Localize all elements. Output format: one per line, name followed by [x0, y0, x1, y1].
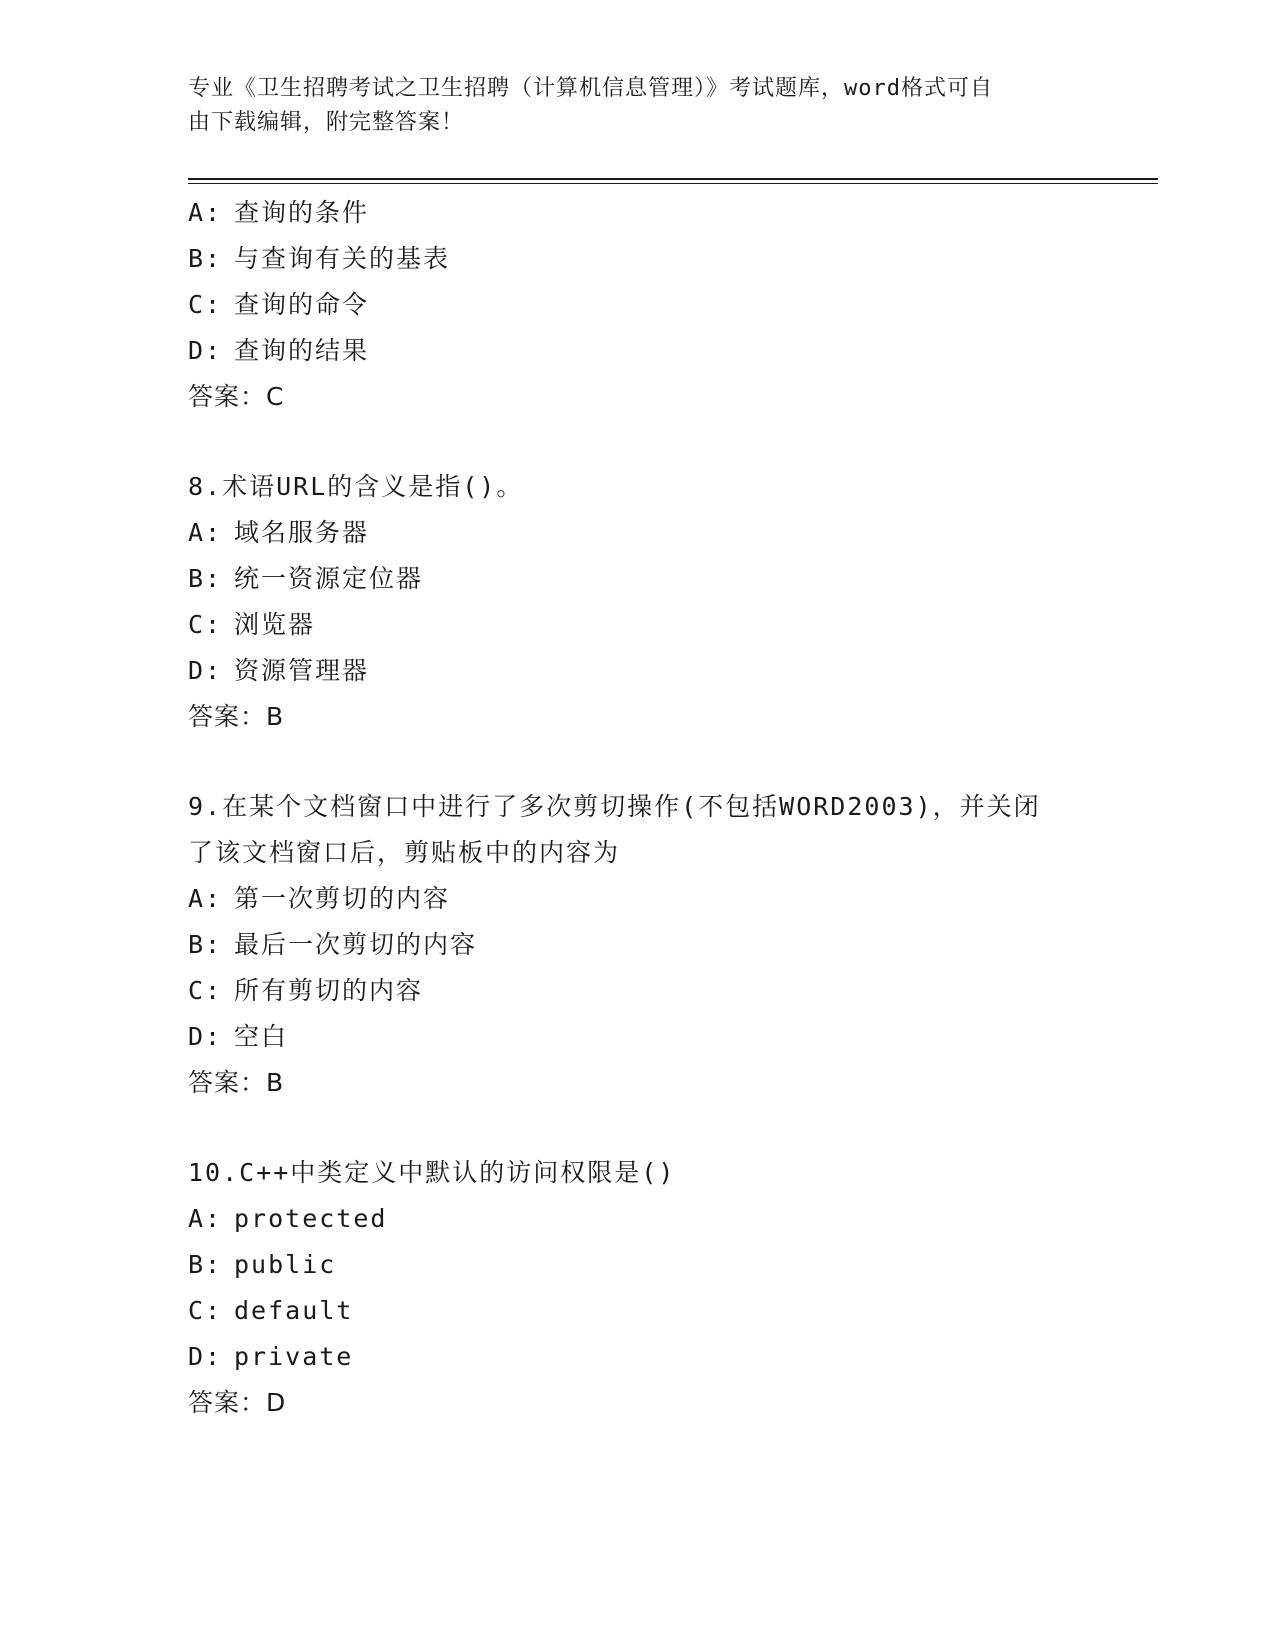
- option-d: D: private: [188, 1342, 354, 1371]
- answer-7: 答案：C: [188, 382, 285, 411]
- option-d: D: 空白: [188, 1022, 289, 1051]
- option-c: C: 所有剪切的内容: [188, 976, 424, 1005]
- question-10: [188, 1150, 1088, 1426]
- header-divider-thick: [188, 178, 1158, 180]
- option-b: B: 与查询有关的基表: [188, 244, 451, 273]
- header-divider-thin: [188, 183, 1158, 184]
- question-9-text-line-2: 了该文档窗口后，剪贴板中的内容为: [188, 838, 621, 867]
- option-c: C: 查询的命令: [188, 290, 370, 319]
- question-8: [188, 464, 1088, 740]
- question-8-text: 8.术语URL的含义是指()。: [188, 472, 524, 501]
- question-7: [188, 190, 1088, 420]
- option-c: C: default: [188, 1296, 354, 1325]
- header-line-1: 专业《卫生招聘考试之卫生招聘（计算机信息管理）》考试题库，word格式可自: [188, 76, 993, 101]
- question-9-text-line-1: 9.在某个文档窗口中进行了多次剪切操作(不包括WORD2003)，并关闭: [188, 792, 1041, 821]
- header-line-2: 由下载编辑，附完整答案！: [188, 110, 465, 135]
- answer-9: 答案：B: [188, 1068, 285, 1097]
- option-b: B: 最后一次剪切的内容: [188, 930, 478, 959]
- answer-10: 答案：D: [188, 1388, 287, 1417]
- option-d: D: 资源管理器: [188, 656, 370, 685]
- question-10-text: 10.C++中类定义中默认的访问权限是(): [188, 1158, 676, 1187]
- option-a: A: protected: [188, 1204, 388, 1233]
- answer-8: 答案：B: [188, 702, 285, 731]
- question-9: [188, 784, 1088, 1106]
- option-a: A: 第一次剪切的内容: [188, 884, 451, 913]
- document-header: [188, 72, 1068, 140]
- option-a: A: 查询的条件: [188, 198, 370, 227]
- question-list: [188, 190, 1088, 1426]
- option-c: C: 浏览器: [188, 610, 316, 639]
- option-b: B: 统一资源定位器: [188, 564, 424, 593]
- option-b: B: public: [188, 1250, 337, 1279]
- option-a: A: 域名服务器: [188, 518, 370, 547]
- option-d: D: 查询的结果: [188, 336, 370, 365]
